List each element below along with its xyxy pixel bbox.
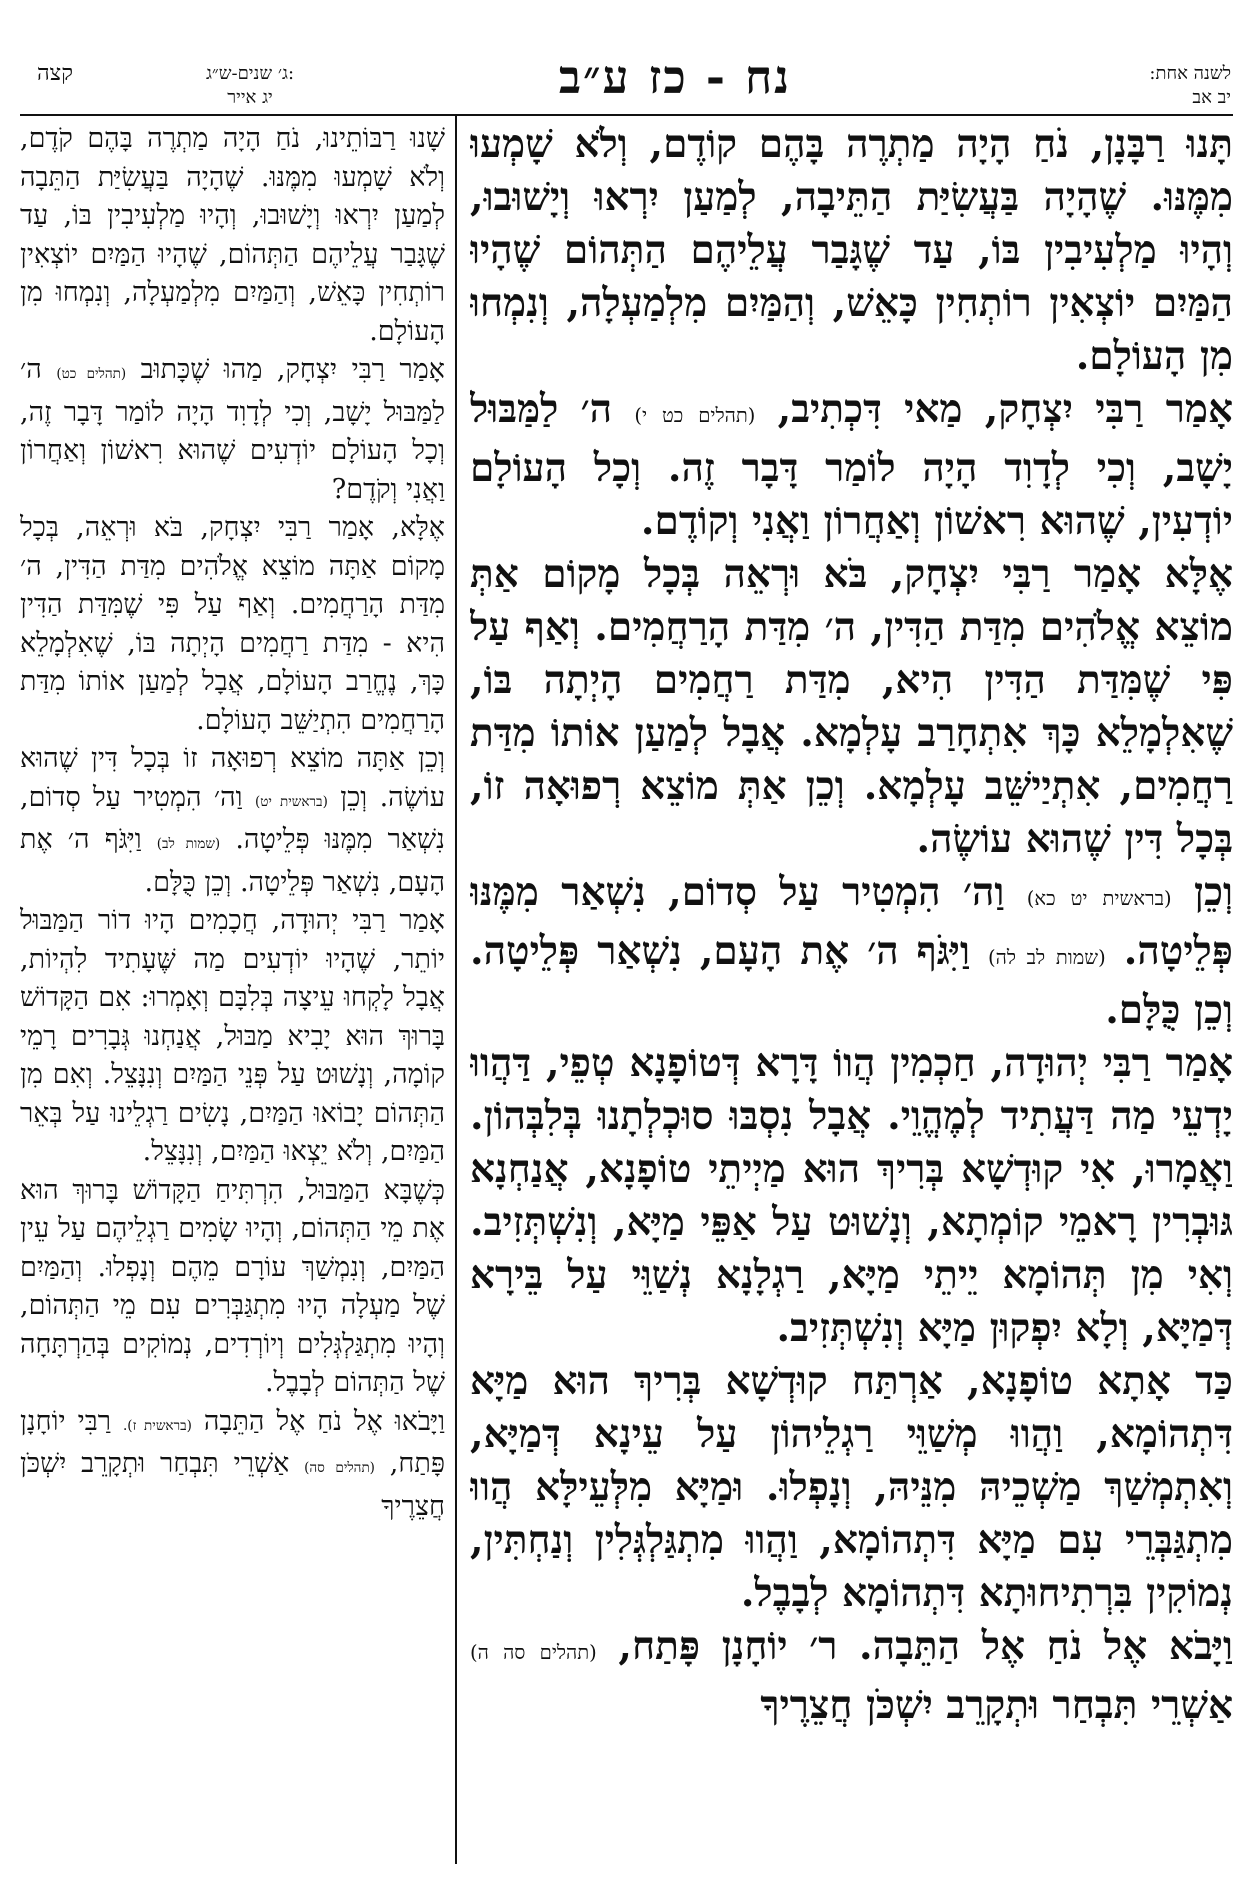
source-reference: (תהלים סה) xyxy=(304,1460,375,1476)
one-year-label: לשנה אחת: xyxy=(1149,63,1231,84)
page-number: קצה xyxy=(37,61,73,86)
side-paragraph: אָמַר רַבִּי יְהוּדָה, חֲכָמִים הָיוּ דוֹר הַמַּבּוּל יוֹתֵר, שֶׁהָיוּ יוֹדְעִים מַה שֶּׁעָתִיד לִהְיוֹת, אֲבָל לָקְחוּ עֵיצָה בְּלִבָּם וְאָמְרוּ: אִם הַקָּדוֹשׁ בָּרוּךְ הוּא יָבִיא מַבּוּל, אֲנַחְנוּ גְּבָרִים רָמֵי קוֹמָה, וְנָשׁוּט עַל פְּנֵי הַמַּיִם וְנִנָּצֵל. וְאִם מִן הַתְּהוֹם יָבוֹאוּ הַמַּיִם, נָשִׂים רַגְלֵינוּ עַל בְּאֵר הַמַּיִם, וְלֹא יֵצְאוּ הַמַּיִם, וְנִנָּצֵל. xyxy=(20,905,445,1167)
side-paragraph: וְכֵן אַתָּה מוֹצֵא רְפוּאָה זוֹ בְּכָל דִּין שֶׁהוּא עוֹשֶׂה. וְכֵן (בראשית יט) וַה׳ הִמְטִיר עַל סְדוֹם, נִשְׁאַר מִמֶּנּוּ פְּלֵיטָה. (שמות לב) וַיִּגֹּף ה׳ אֶת הָעָם, נִשְׁאַר פְּלֵיטָה. וְכֵן כֻּלָּם. xyxy=(20,743,445,898)
header-rule xyxy=(20,114,1233,116)
main-paragraph: אָמַר רַבִּי יְהוּדָה, חַכְמִין הֲווֹ דָּרָא דְּטוֹפָנָא טְפֵי, דַּהֲווּ יָדְעֵי מַה דַּעֲתִיד לְמֶהֱוֵי. אֲבָל נִסְבּוּ סוּכְלְתָנוּ בְּלִבְּהוֹן. וַאֲמָרוּ, אִי קוּדְשָׁא בְּרִיךְ הוּא מַיְיתֵי טוֹפָנָא, אֲנַחְנָא גּוּבְרִין רָאמֵי קוֹמְתָא, וְנָשׁוּט עַל אַפֵּי מַיָּא, וְנִשְׁתְּזִיב. וְאִי מִן תְּהוֹמָא יֵיתֵי מַיָּא, רַגְלָנָא נְשַׁוֵּי עַל בֵּירָא דְּמַיָּא, וְלָא יִפְקוּן מַיָּא וְנִשְׁתְּזִיב. xyxy=(470,1040,1233,1351)
side-paragraph: אֶלָּא, אָמַר רַבִּי יִצְחָק, בֹּא וּרְאֵה, בְּכָל מָקוֹם אַתָּה מוֹצֵא אֱלֹהִים מִדַּת הַדִּין, ה׳ מִדַּת הָרַחֲמִים. וְאַף עַל פִּי שֶׁמִּדַּת הַדִּין הִיא - מִדַּת רַחֲמִים הָיְתָה בּוֹ, שֶׁאִלְמָלֵא כָּךְ, נֶחֱרַב הָעוֹלָם, אֲבָל לְמַעַן אוֹתוֹ מִדַּת הָרַחֲמִים הִתְיַשֵּׁב הָעוֹלָם. xyxy=(20,512,445,736)
source-reference: (בראשית ז). xyxy=(123,1417,192,1434)
three-years-label: ג׳ שנים-ש״ג: xyxy=(205,63,295,84)
one-year-schedule xyxy=(1031,62,1231,110)
main-paragraph: תָּנוּ רַבָּנָן, נֹחַ הָיָה מַתְרֶה בָּהֶם קוֹדֶם, וְלֹא שָׁמְעוּ מִמֶּנּוּ. שֶׁהָיָה בַּעֲשִׂיַּת הַתֵּיבָה, לְמַעַן יִרְאוּ וְיָשׁוּבוּ, וְהָיוּ מַלְעִיבִין בּוֹ, עַד שֶׁגָּבַר עֲלֵיהֶם הַתְּהוֹם שֶׁהָיוּ הַמַּיִם יוֹצְאִין רוֹתְחִין כָּאֵשׁ, וְהַמַּיִם מִלְמַעְלָה, וְנִמְחוּ מִן הָעוֹלָם. xyxy=(470,121,1233,379)
source-reference: (תהלים כט י) xyxy=(634,404,756,427)
column-divider xyxy=(455,114,457,1864)
side-paragraph: וַיָּבֹאוּ אֶל נֹחַ אֶל הַתֵּבָה (בראשית ז). רַבִּי יוֹחָנָן פָּתַח, (תהלים סה) אַשְׁרֵי תִּבְחַר וּתְקָרֵב יִשְׁכֹּן חֲצֵרֶיךָ xyxy=(20,1405,445,1522)
translation-column xyxy=(20,120,445,1860)
source-reference: (תהלים סה ה) xyxy=(470,1641,597,1664)
main-paragraph: כַּד אָתָא טוֹפָנָא, אַרְתַּח קוּדְשָׁא בְּרִיךְ הוּא מַיָּא דִּתְהוֹמָא, וַהֲווּ מְשַׁוֵּי רַגְלֵיהוֹן עַל עֵינָא דְּמַיָּא, וְאִתְמְשַׁךְ מַשְׁכֵיהּ מִנֵּיהּ, וְנָפְלוּ. וּמַיָּא מִלְּעֵילָּא הֲווּ מִתְגַּבְּרֵי עִם מַיָּא דִּתְהוֹמָא, וַהֲווּ מִתְגַּלְגְּלִין וְנַחְתִּין, נְמוֹקִין בִּרְתִיחוּתָא דִּתְהוֹמָא לְבָבֶל. xyxy=(470,1358,1233,1616)
source-reference: (תהלים כט) xyxy=(56,366,127,382)
three-years-date: יג אייר xyxy=(227,87,273,108)
one-year-date: יב אב xyxy=(1192,87,1231,108)
source-reference: (שמות לב לה) xyxy=(988,946,1106,969)
main-text-column xyxy=(470,118,1233,1864)
main-paragraph: וַיָּבֹא אֶל נֹחַ אֶל הַתֵּבָה. ר׳ יוֹחָנָן פָּתַח, (תהלים סה ה) אַשְׁרֵי תִּבְחַר וּתְקָרֵב יִשְׁכֹּן חֲצֵרֶיךָ xyxy=(470,1623,1233,1728)
main-paragraph: אָמַר רַבִּי יִצְחָק, מַאי דִּכְתִיב, (תהלים כט י) ה׳ לַמַּבּוּל יָשָׁב, וְכִי לְדָוִד הָיָה לוֹמַר דָּבָר זֶה. וְכָל הָעוֹלָם יוֹדְעִין, שֶׁהוּא רִאשׁוֹן וְאַחֲרוֹן וַאֲנִי וְקוֹדֶם. xyxy=(470,386,1233,544)
main-paragraph: וְכֵן (בראשית יט כא) וַה׳ הִמְטִיר עַל סְדוֹם, נִשְׁאַר מִמֶּנּוּ פְּלֵיטָה. (שמות לב לה) וַיִּגֹּף ה׳ אֶת הָעָם, נִשְׁאַר פְּלֵיטָה. וְכֵן כֻּלָּם. xyxy=(470,869,1233,1033)
side-paragraph: כְּשֶׁבָּא הַמַּבּוּל, הִרְתִּיחַ הַקָּדוֹשׁ בָּרוּךְ הוּא אֶת מֵי הַתְּהוֹם, וְהָיוּ שָׂמִים רַגְלֵיהֶם עַל עֵין הַמַּיִם, וְנִמְשַׁךְ עוֹרָם מֵהֶם וְנָפְלוּ. וְהַמַּיִם שֶׁל מַעְלָה הָיוּ מִתְגַּבְּרִים עִם מֵי הַתְּהוֹם, וְהָיוּ מִתְגַּלְגְּלִים וְיוֹרְדִים, נְמוֹקִים בְּהַרְתָּחָה שֶׁל הַתְּהוֹם לְבָבֶל. xyxy=(20,1174,445,1398)
side-paragraph: שָׁנוּ רַבּוֹתֵינוּ, נֹחַ הָיָה מַתְרֶה בָּהֶם קֹדֶם, וְלֹא שָׁמְעוּ מִמֶּנּוּ. שֶׁהָיָה בַּעֲשִׂיַּת הַתֵּבָה לְמַעַן יִרְאוּ וְיָשׁוּבוּ, וְהָיוּ מַלְעִיבִין בּוֹ, עַד שֶׁגָּבַר עֲלֵיהֶם הַתְּהוֹם, שֶׁהָיוּ הַמַּיִם יוֹצְאִין רוֹתְחִין כָּאֵשׁ, וְהַמַּיִם מִלְמַעְלָה, וְנִמְחוּ מִן הָעוֹלָם. xyxy=(20,123,445,347)
side-paragraph: אָמַר רַבִּי יִצְחָק, מַהוּ שֶׁכָּתוּב (תהלים כט) ה׳ לַמַּבּוּל יָשָׁב, וְכִי לְדָוִד הָיָה לוֹמַר דָּבָר זֶה, וְכָל הָעוֹלָם יוֹדְעִים שֶׁהוּא רִאשׁוֹן וְאַחֲרוֹן וַאֲנִי וְקֹדֶם? xyxy=(20,354,445,505)
source-reference: (שמות לב) xyxy=(156,836,221,852)
three-years-schedule xyxy=(125,62,375,110)
main-paragraph: אֶלָּא אָמַר רַבִּי יִצְחָק, בֹּא וּרְאֵה בְּכָל מָקוֹם אַתְּ מוֹצֵא אֱלֹהִים מִדַּת הַדִּין, ה׳ מִדַּת הָרַחֲמִים. וְאַף עַל פִּי שֶׁמִּדַּת הַדִּין הִיא, מִדַּת רַחֲמִים הָיְתָה בּוֹ, שֶׁאִלְמָלֵא כָּךְ אִתְחָרַב עָלְמָא. אֲבָל לְמַעַן אוֹתוֹ מִדַּת רַחֲמִים, אִתְיַישֵּׁב עָלְמָא. וְכֵן אַתְּ מוֹצֵא רְפוּאָה זוֹ, בְּכָל דִּין שֶׁהוּא עוֹשֶׂה. xyxy=(470,551,1233,862)
page-title: נח - כז ע״ב xyxy=(558,50,792,104)
source-reference: (בראשית יט) xyxy=(254,793,328,810)
source-reference: (בראשית יט כא) xyxy=(1026,887,1172,910)
